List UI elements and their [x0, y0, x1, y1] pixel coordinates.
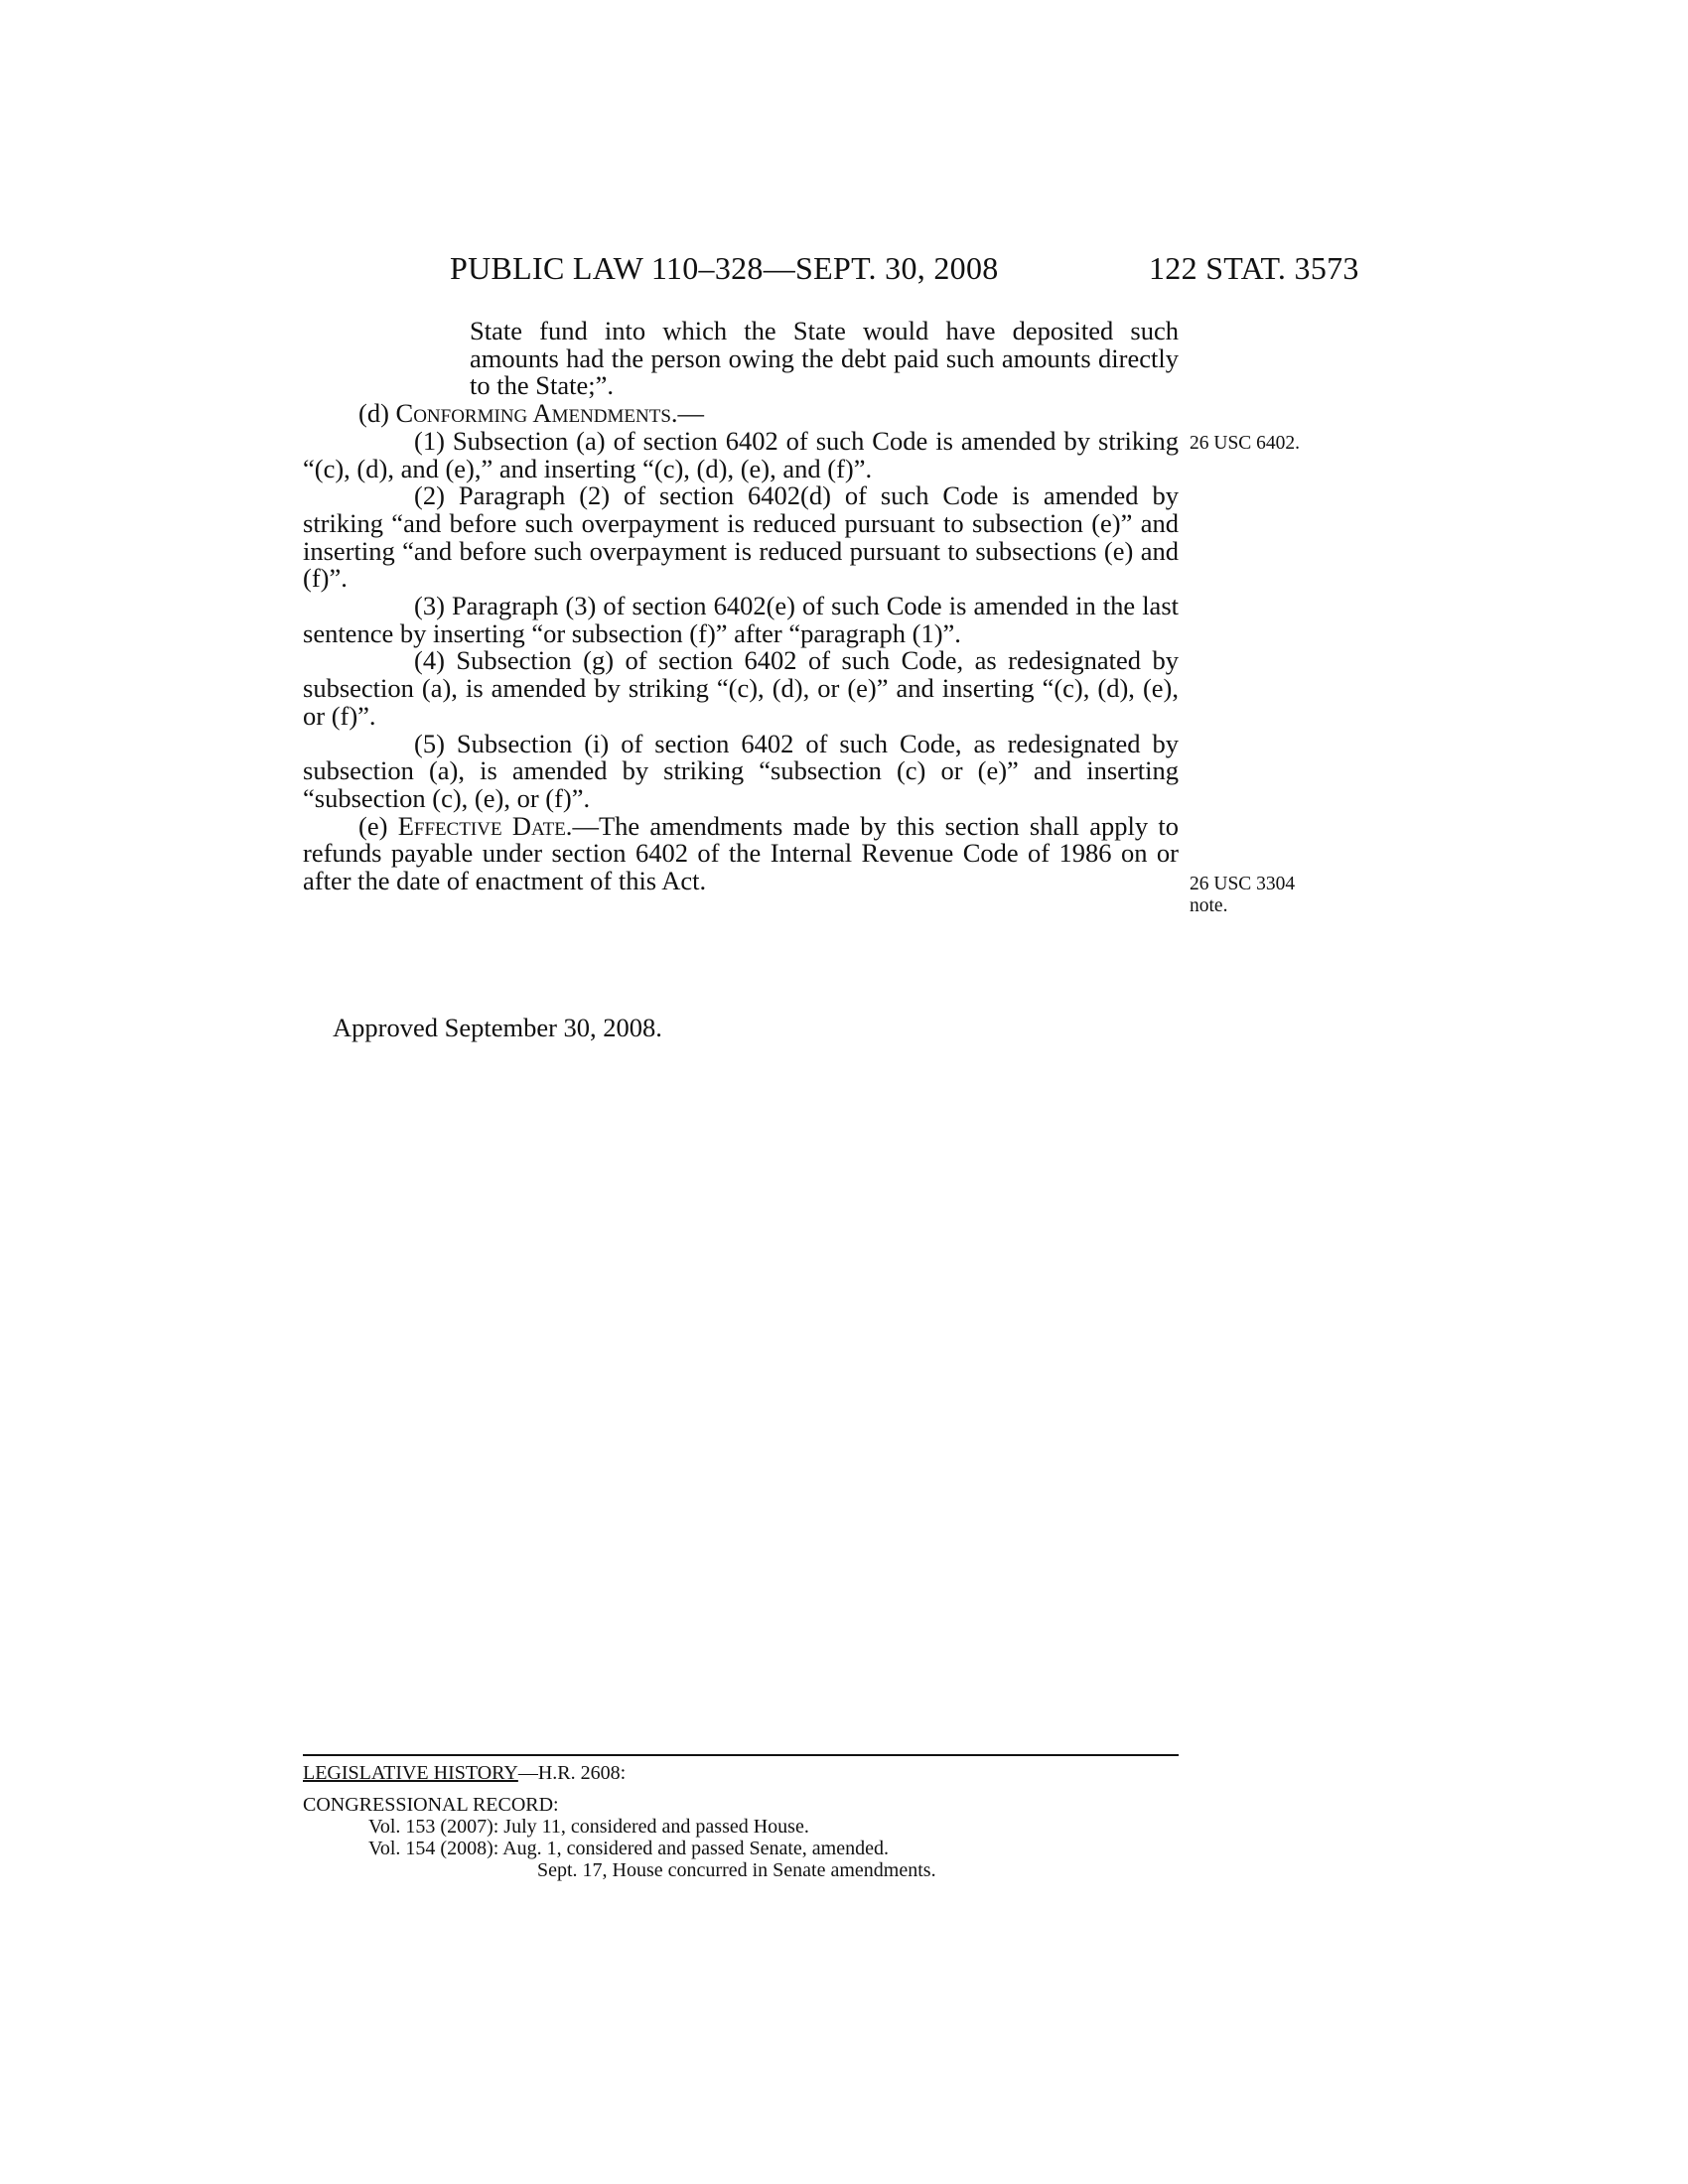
margin-note-line: 26 USC 3304 [1190, 874, 1296, 894]
margin-note-26-usc-3304 [1190, 874, 1295, 917]
record-entry-vol-154-continued: Sept. 17, House concurred in Senate amendments. [537, 1859, 936, 1881]
legislative-history-bill: —H.R. 2608: [517, 1762, 627, 1784]
margin-note-26-usc-6402: 26 USC 6402. [1190, 433, 1301, 454]
approval-date: Approved September 30, 2008. [333, 1013, 662, 1042]
subsection-e-title: Effective Date. [397, 810, 573, 841]
footnote-divider [303, 1754, 1179, 1756]
subsection-e-text: —The amendments made by this section shall apply to refunds payable under section 6402 of the Internal Revenue Code of 1986 on or after the date of enactment of this Act. [303, 810, 1180, 896]
statute-body [303, 318, 1179, 895]
page-header-stat-reference: 122 STAT. 3573 [1149, 250, 1359, 286]
legislative-history [303, 1762, 936, 1881]
paragraph-2: (2) Paragraph (2) of section 6402(d) of such Code is amended by striking “and before such overpayment is reduced pursuant to subsection (e)” and inserting “and before such overpayment is reduced pursuant to subsections (e) and (f)”. [303, 480, 1179, 594]
congressional-record-heading: CONGRESSIONAL RECORD: [303, 1794, 559, 1816]
subsection-d-heading [303, 400, 1179, 428]
quoted-text-continuation: State fund into which the State would have deposited such amounts had the person owing the debt paid such amounts directly to the State;”. [470, 316, 1179, 401]
paragraph-1: (1) Subsection (a) of section 6402 of such Code is amended by striking “(c), (d), and (e),” and inserting “(c), (d), (e), and (f)”. [303, 425, 1179, 483]
paragraph-4: (4) Subsection (g) of section 6402 of such Code, as redesignated by subsection (a), is amended by striking “(c), (d), or (e)” and inserting “(c), (d), (e), or (f)”. [303, 645, 1179, 731]
record-entry-vol-154: Vol. 154 (2008): Aug. 1, considered and passed Senate, amended. [368, 1838, 889, 1859]
margin-note-line: note. [1190, 895, 1228, 916]
paragraph-5: (5) Subsection (i) of section 6402 of such Code, as redesignated by subsection (a), is amended by striking “subsection (c) or (e)” and inserting “subsection (c), (e), or (f)”. [303, 728, 1179, 813]
record-entry-vol-153: Vol. 153 (2007): July 11, considered and passed House. [368, 1816, 809, 1838]
paragraph-3: (3) Paragraph (3) of section 6402(e) of such Code is amended in the last sentence by inserting “or subsection (f)” after “paragraph (1)”. [303, 591, 1179, 648]
subsection-d-title: Conforming Amendments.— [395, 398, 705, 429]
legislative-history-title [303, 1762, 936, 1784]
legislative-history-label: LEGISLATIVE HISTORY [303, 1762, 518, 1784]
subsection-e [303, 810, 1180, 896]
subsection-d-label: (d) [358, 398, 389, 429]
subsection-e-label: (e) [358, 810, 388, 841]
page-header-law-title: PUBLIC LAW 110–328—SEPT. 30, 2008 [450, 250, 999, 286]
